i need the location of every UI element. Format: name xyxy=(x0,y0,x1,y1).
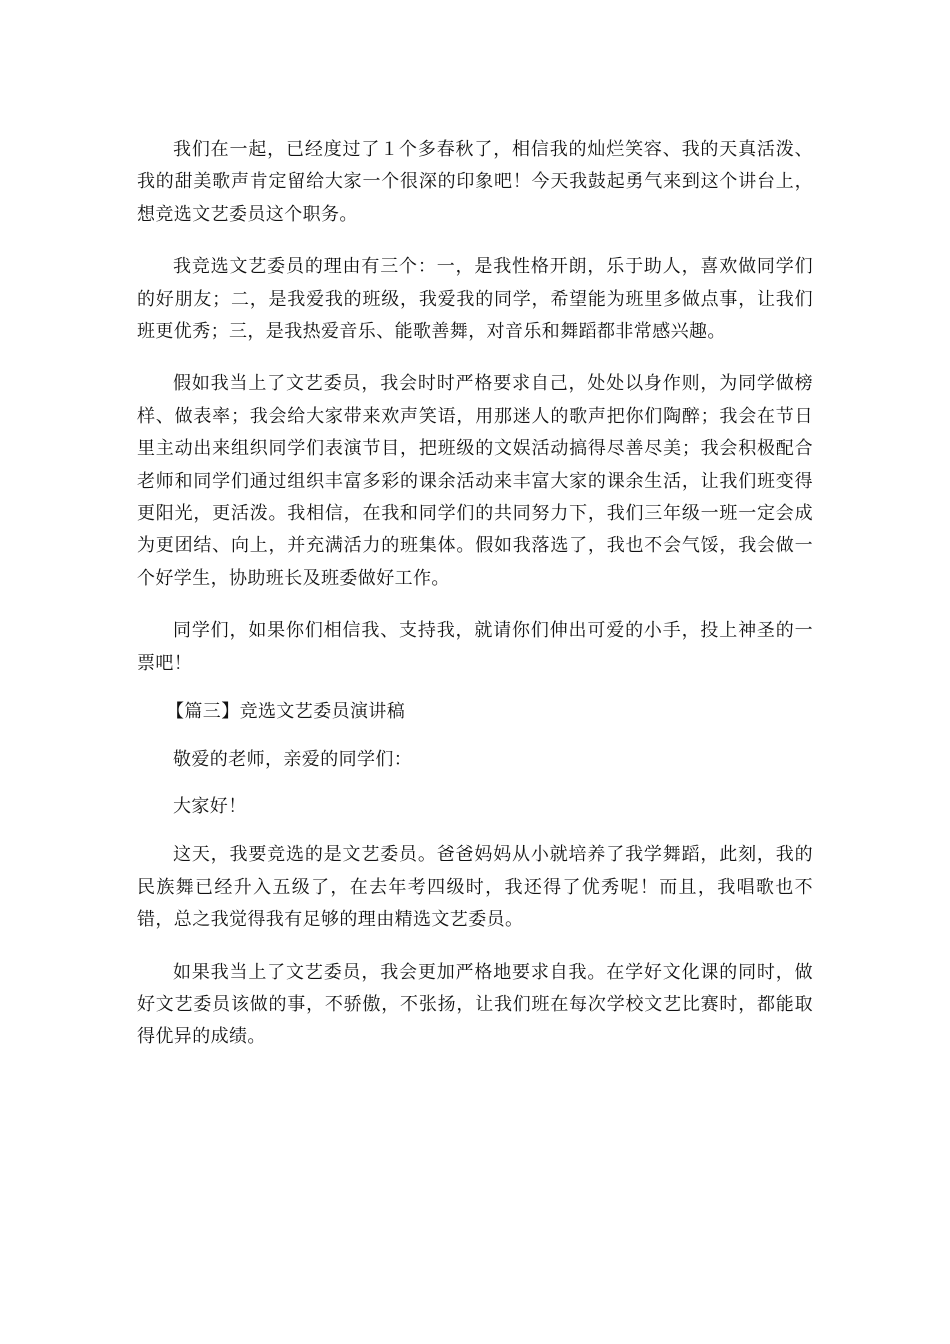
paragraph-commitment: 如果我当上了文艺委员，我会更加严格地要求自我。在学好文化课的同时，做好文艺委员该做的事，不骄傲，不张扬，让我们班在每次学校文艺比赛时，都能取得优异的成绩。 xyxy=(137,961,813,1048)
paragraph-background: 这天，我要竞选的是文艺委员。爸爸妈妈从小就培养了我学舞蹈，此刻，我的民族舞已经升入五级了，在去年考四级时，我还得了优秀呢！而且，我唱歌也不错，总之我觉得我有足够的理由精选文艺委员。 xyxy=(137,844,813,931)
paragraph-intro: 我们在一起，已经度过了１个多春秋了，相信我的灿烂笑容、我的天真活泼、我的甜美歌声肯定留给大家一个很深的印象吧！今天我鼓起勇气来到这个讲台上，想竞选文艺委员这个职务。 xyxy=(137,139,813,225)
paragraph-closing: 同学们，如果你们相信我、支持我，就请你们伸出可爱的小手，投上神圣的一票吧！ xyxy=(137,620,813,674)
document-body xyxy=(137,134,813,1054)
paragraph-salutation: 敬爱的老师，亲爱的同学们： xyxy=(173,748,413,770)
paragraph-greeting: 大家好！ xyxy=(173,795,247,817)
paragraph-reasons: 我竞选文艺委员的理由有三个：一，是我性格开朗，乐于助人，喜欢做同学们的好朋友；二，是我爱我的班级，我爱我的同学，希望能为班里多做点事，让我们班更优秀；三，是我热爱音乐、能歌善舞，对音乐和舞蹈都非常感兴趣。 xyxy=(137,256,813,343)
section-heading: 【篇三】竞选文艺委员演讲稿 xyxy=(166,701,406,723)
paragraph-plans: 假如我当上了文艺委员，我会时时严格要求自己，处处以身作则，为同学做榜样、做表率；我会给大家带来欢声笑语，用那迷人的歌声把你们陶醉；我会在节日里主动出来组织同学们表演节目，把班级的文娱活动搞得尽善尽美；我会积极配合老师和同学们通过组织丰富多彩的课余活动来丰富大家的课余生活，让我们班变得更阳光，更活泼。我相信，在我和同学们的共同努力下，我们三年级一班一定会成为更团结、向上，并充满活力的班集体。假如我落选了，我也不会气馁，我会做一个好学生，协助班长及班委做好工作。 xyxy=(137,373,813,589)
